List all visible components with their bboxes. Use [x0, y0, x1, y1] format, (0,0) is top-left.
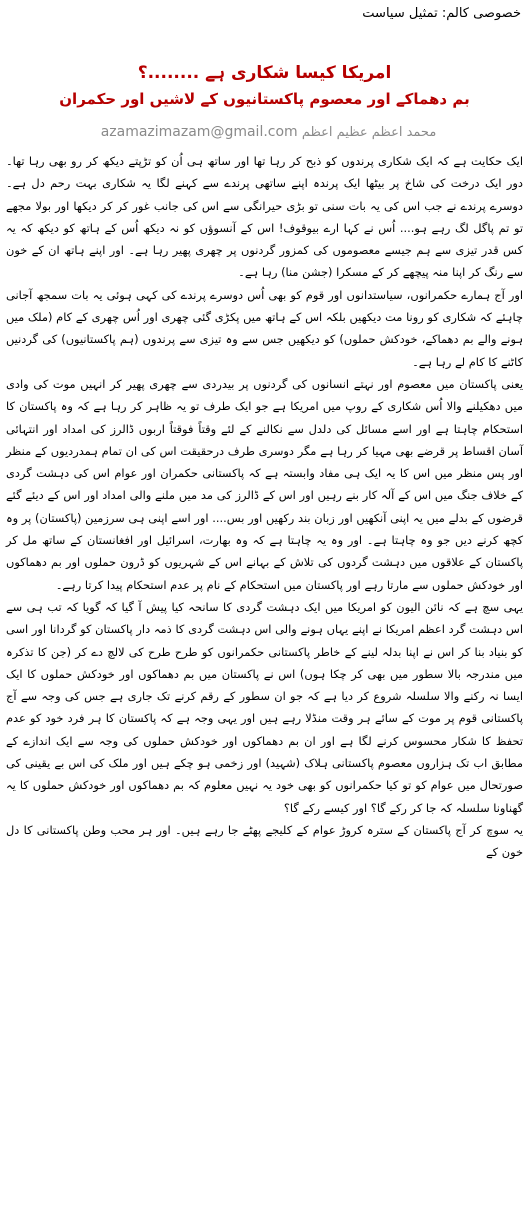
author-email[interactable]: azamazimazam@gmail.com — [100, 124, 298, 140]
paragraph: یہی سچ ہے کہ نائن الیون کو امریکا میں ایک دہشت گردی کا سانحہ کیا پیش آ گیا کہ گویا کہ تب ہی سے اس دہشت گرد اعظم امریکا نے اپنے یہاں ہونے والی اس دہشت گردی کا ذمہ دار پاکستان کو گردانا اور اسی کو بنیاد بنا کر اس نے اپنا بدلہ لینے کے خاطر پاکستانی حکمرانوں کو طرح طرح کی لالچ دے کر (جن کا تذکرہ میں مندرجہ بالا سطور میں بھی کر چکا ہوں) اس نے پاکستان میں بم دھماکوں اور خودکش حملوں کا ایک ایسا نہ رکنے والا سلسلہ شروع کر دیا ہے کہ جو ان سطور کے رقم کرنے تک جاری ہے جس کی وجہ سے آج پاکستانی قوم پر موت کے سائے ہر وقت منڈلا رہے ہیں اور یہی وجہ ہے کہ پاکستان کا ہر فرد خود کو عدم تحفظ کا شکار محسوس کرنے لگا ہے اور ان بم دھماکوں اور خودکش حملوں کی وجہ سے ایک اندازے کے مطابق اب تک ہزاروں معصوم پاکستانی ہلاک (شہید) اور زخمی ہو چکے ہیں اور ملک کی اس بے یقینی کی صورتحال میں عوام کو تو کیا حکمرانوں کو بھی خود یہ نہیں معلوم کہ بم دھماکوں اور خودکش حملوں کا یہ گھناونا سلسلہ کہ جا کر رکے گا؟ اور کیسے رکے گا؟ — [6, 599, 523, 815]
article-subtitle: بم دھماکے اور معصوم پاکستانیوں کے لاشیں اور حکمران — [59, 90, 470, 108]
article-body — [6, 150, 523, 864]
author-name: محمد اعظم عظیم اعظم — [301, 125, 437, 140]
paragraph: یعنی پاکستان میں معصوم اور نہتے انسانوں کی گردنوں پر بیدردی سے چھری پھیر کر انہیں موت کی وادی میں دھکیلنے والا اُس شکاری کے روپ میں امریکا ہے جو ایک طرف تو یہ ظاہر کر رہا ہے کہ وہ پاکستان کا استحکام چاہتا ہے اور اسے مسائل کی دلدل سے نکالنے کے لئے وقتاً فوقتاً اربوں ڈالرز کی امداد اور انتہائی آسان اقساط پر قرضے بھی مہیا کر رہا ہے مگر دوسری طرف درحقیقت اس کی ان تمام ہمدردیوں کے منظر اور پس منظر میں اس کا یہ ایک ہی مفاد وابستہ ہے کہ پاکستانی حکمران اور عوام اس کی دہشت گردی کے خلاف جنگ میں اس کے آلہ کار بنے رہیں اور اس کے ڈالرز کی مد میں ملنے والی امداد اور اس کے دیئے گئے قرضوں کے بدلے میں یہ اپنی آنکھیں اور زبان بند رکھیں اور بس.... اور اسے اپنی ہی سرزمین (پاکستان) پر وہ کچھ کرنے دیں جو وہ چاہتا ہے۔ اور وہ یہ چاہتا ہے کہ وہ بھارت، اسرائیل اور افغانستان کے ساتھ مل کر پاکستان کے علاقوں میں دہشت گردوں کی تلاش کے بہانے اس کے شہریوں کو ڈرون حملوں اور بم دھماکوں اور خودکش حملوں سے مارتا رہے اور پاکستان میں استحکام کے نام پر عدم استحکام پیدا کرتا رہے۔ — [6, 376, 523, 592]
paragraph: اور آج ہمارے حکمرانوں، سیاستدانوں اور قوم کو بھی اُس دوسرے پرندے کی کہی ہوئی یہ بات سمجھ آجانی چاہئے کہ شکاری کو رونا مت دیکھیں بلکہ اس کے ہاتھ میں پکڑی گئی چھری اور اُس چھری کے کام (ملک میں ہونے والے بم دھماکے، خودکش حملوں) کو دیکھیں جس سے وہ تیزی سے پرندوں (ہم پاکستانیوں) کی گردنیں کاٹنے کا کام لے رہا ہے۔ — [6, 287, 523, 369]
article-title: امریکا کیسا شکاری ہے ........؟ — [137, 63, 392, 83]
column-kicker: خصوصی کالم: تمثیل سیاست — [362, 6, 521, 21]
paragraph: ایک حکایت ہے کہ ایک شکاری پرندوں کو ذبح کر رہا تھا اور ساتھ ہی اُن کو تڑپتے دیکھ کر رو بھی رہا تھا۔ دور ایک درخت کی شاخ پر بیٹھا ایک پرندہ اپنے ساتھی پرندے سے کہنے لگا یہ شکاری بہت رحم دل ہے۔ دوسرے پرندے نے جب اس کی یہ بات سنی تو بڑی حیرانگی سے اس کی جانب غور کر کر دیکھا اور بولا مجھے تو تم پاگل لگ رہے ہو.... اُس نے کہا ارے بیوقوف! اس کے آنسوؤں کو نہ دیکھ اُس کے ہاتھ کو دیکھ کہ یہ کس قدر تیزی سے ہم جیسے معصوموں کی کمزور گردنوں پر چھری پھیر رہا ہے۔ اور اپنے ہاتھ ان کے خون سے رنگ کر اپنا منہ پیچھے کر کے مسکرا (جشن منا) رہا ہے۔ — [6, 154, 523, 280]
byline — [0, 124, 529, 140]
paragraph: یہ سوچ کر آج پاکستان کے سترہ کروڑ عوام کے کلیجے پھٹے جا رہے ہیں۔ اور ہر محب وطن پاکستانی کا دل خون کے — [6, 822, 523, 860]
